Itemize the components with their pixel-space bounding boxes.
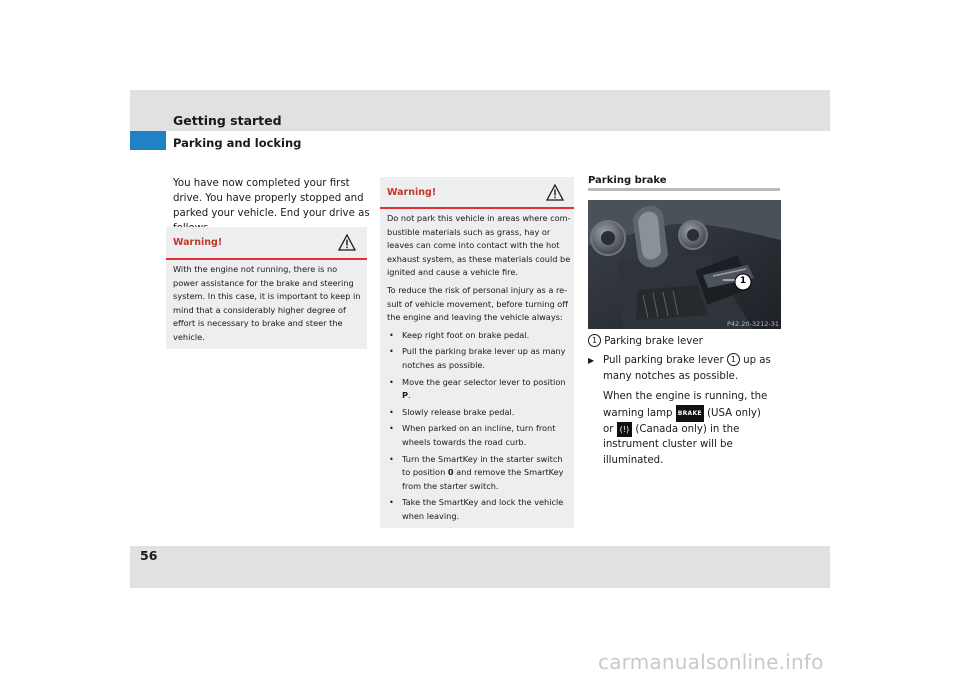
- heading-rule: [588, 188, 780, 191]
- console-illustration: [588, 200, 781, 329]
- warning-divider: [166, 258, 367, 260]
- warning-text: With the engine not running, there is no power assistance for the brake and steering system. In this case, it is important to keep in mind that a considerably higher degree of effort is necessary to brake and steer the vehicle.: [173, 264, 361, 342]
- bullet-item: • When parked on an incline, turn front wheels towards the road curb.: [387, 422, 571, 449]
- footer-band: [130, 546, 830, 588]
- lamp-note: When the engine is running, the warning lamp BRAKE (USA only) or (!) (Canada only) in the instrument cluster will be illuminated.: [603, 391, 768, 466]
- bullet-item: • Pull the parking brake lever up as many notches as possible.: [387, 345, 571, 372]
- legend-text: Parking brake lever: [604, 336, 703, 347]
- parking-brake-heading: Parking brake: [588, 175, 667, 186]
- bullet-item: • Slowly release brake pedal.: [387, 406, 571, 420]
- warning-paragraph: To reduce the risk of personal injury as a re-sult of vehicle movement, before turning off the engine and leaving the vehicle always:: [387, 284, 568, 323]
- warning-divider: [380, 207, 574, 209]
- step-arrow-icon: ▶: [588, 356, 595, 366]
- instruction-step: ▶ Pull parking brake lever 1 up as many notches as possible.: [588, 355, 771, 382]
- legend-line: [588, 334, 788, 349]
- warning-body: [387, 212, 571, 526]
- parking-brake-photo: [588, 200, 781, 329]
- parking-brake-instructions: [588, 334, 788, 468]
- chapter-title: Getting started: [173, 113, 282, 128]
- warning-triangle-icon: [338, 234, 356, 251]
- warning-box-engine-off: [166, 227, 367, 349]
- bullet-item: • Move the gear selector lever to position P.: [387, 376, 571, 403]
- photo-reference-code: P42.20-3212-31: [726, 320, 779, 328]
- watermark: carmanualsonline.info: [598, 650, 824, 674]
- page-number: 56: [140, 548, 158, 563]
- callout-number: 1: [727, 353, 740, 366]
- warning-triangle-icon: [546, 184, 564, 201]
- warning-bullet-list: [387, 329, 571, 524]
- callout-number: 1: [588, 334, 601, 347]
- section-title: Parking and locking: [173, 136, 302, 150]
- warning-title: Warning!: [173, 237, 223, 248]
- bullet-item: • Take the SmartKey and lock the vehicle when leaving.: [387, 496, 571, 523]
- warning-box-parking: [380, 177, 574, 528]
- brake-warning-lamp-icon: BRAKE: [676, 405, 704, 422]
- bullet-item: • Turn the SmartKey in the starter switch to position 0 and remove the SmartKey from the starter switch.: [387, 453, 571, 494]
- intro-paragraph: You have now completed your first drive. You have properly stopped and parked your vehicle. End your drive as: [173, 178, 370, 219]
- section-marker: [130, 131, 166, 150]
- warning-paragraph: Do not park this vehicle in areas where com-bustible materials such as grass, hay or leaves can come into contact with the hot exhaust system, as these materials could be ignited and cause a vehicle fire.: [387, 213, 571, 278]
- bullet-item: • Keep right foot on brake pedal.: [387, 329, 571, 343]
- photo-callout-1: 1: [739, 276, 747, 286]
- warning-title: Warning!: [387, 187, 437, 198]
- canada-brake-lamp-icon: (!): [617, 422, 632, 437]
